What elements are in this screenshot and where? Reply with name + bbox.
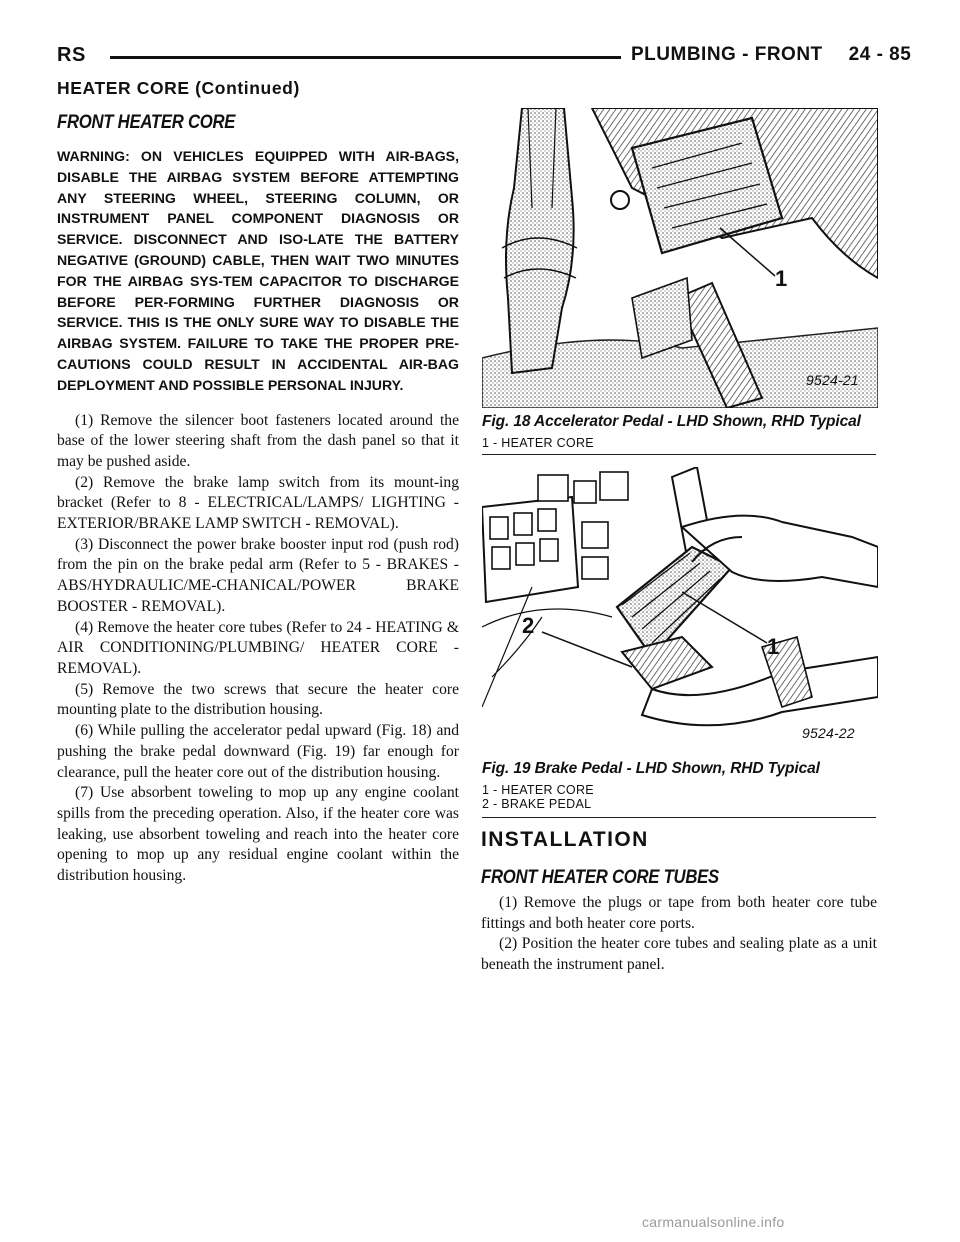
removal-step-3: (3) Disconnect the power brake booster input rod (push rod) from the pin on the brake pedal arm (Refer to 5 - BRAKES - ABS/HYDRAULIC/ME-CHANICAL/POWER BRAKE BOOSTER - REMOVAL). (57, 535, 459, 615)
section-heading: FRONT HEATER CORE (57, 112, 236, 133)
accelerator-pedal-drawing (482, 108, 878, 408)
left-column (57, 112, 459, 887)
figure-18-art-number: 9524-21 (806, 372, 859, 388)
page-number: 24 - 85 (848, 44, 912, 65)
figure-19-legend-item-2: 2 - BRAKE PEDAL (482, 797, 592, 811)
removal-step-5: (5) Remove the two screws that secure the heater core mounting plate to the distribution housing. (57, 680, 459, 719)
header-section-title: PLUMBING - FRONT (631, 44, 823, 65)
figure-18-legend (482, 436, 594, 450)
figure-19-art-number: 9524-22 (802, 725, 855, 741)
removal-step-7: (7) Use absorbent toweling to mop up any engine coolant spills from the preceding operation. Also, if the heater core was leaking, use absorbent toweling and reach into the heater core opening to mop up any residual engine coolant within the distribution housing. (57, 784, 459, 885)
figure-18-caption: Fig. 18 Accelerator Pedal - LHD Shown, RHD Typical (482, 413, 861, 430)
figure-18-callout-1: 1 (775, 266, 788, 291)
figure-19-illustration (482, 467, 878, 749)
airbag-warning: WARNING: ON VEHICLES EQUIPPED WITH AIR-BAGS, DISABLE THE AIRBAG SYSTEM BEFORE ATTEMPTING ANY STEERING WHEEL, STEERING COLUMN, OR INSTRUMENT PANEL COMPONENT DIAGNOSIS OR SERVICE. DISCONNECT AND ISO-LATE THE BATTERY NEGATIVE (GROUND) CABLE, THEN WAIT TWO MINUTES FOR THE AIRBAG SYS-TEM CAPACITOR TO DISCHARGE BEFORE PER-FORMING FURTHER DIAGNOSIS OR SERVICE. THIS IS THE ONLY SURE WAY TO DISABLE THE AIRBAG SYSTEM. FAILURE TO TAKE THE PROPER PRE-CAUTIONS COULD RESULT IN ACCIDENTAL AIR-BAG DEPLOYMENT AND POSSIBLE PERSONAL INJURY. (57, 148, 459, 393)
figure-18-illustration (482, 108, 878, 408)
figure-19-caption: Fig. 19 Brake Pedal - LHD Shown, RHD Typical (482, 760, 820, 777)
removal-step-4: (4) Remove the heater core tubes (Refer to 24 - HEATING & AIR CONDITIONING/PLUMBING/ HEATER CORE - REMOVAL). (57, 618, 459, 677)
removal-step-2: (2) Remove the brake lamp switch from its mount-ing bracket (Refer to 8 - ELECTRICAL/LAMPS/ LIGHTING - EXTERIOR/BRAKE LAMP SWITCH - REMOVAL). (57, 473, 459, 533)
removal-step-6: (6) While pulling the accelerator pedal upward (Fig. 18) and pushing the brake pedal downward (Fig. 19) far enough for clearance, pull the heater core out of the distribution housing. (57, 722, 459, 781)
figure-19-legend-item-1: 1 - HEATER CORE (482, 783, 594, 797)
continued-heading: HEATER CORE (Continued) (57, 78, 300, 98)
installation-subheading: FRONT HEATER CORE TUBES (481, 867, 719, 888)
installation-heading: INSTALLATION (481, 828, 649, 851)
figure-18-legend-item: 1 - HEATER CORE (482, 436, 594, 450)
brake-pedal-drawing (482, 467, 878, 749)
header-title (631, 44, 911, 66)
removal-step-1: (1) Remove the silencer boot fasteners located around the base of the lower steering shaft from the dash panel so that it may be pushed aside. (57, 411, 459, 470)
header-rule (110, 56, 621, 59)
header-model-code: RS (57, 44, 86, 66)
figure-19-callout-1: 1 (767, 634, 780, 659)
installation-step-2: (2) Position the heater core tubes and sealing plate as a unit beneath the instrument panel. (481, 935, 877, 974)
installation-step-1: (1) Remove the plugs or tape from both heater core tube fittings and both heater core ports. (481, 894, 877, 932)
figure-19-rule (482, 817, 876, 818)
figure-19-legend (482, 783, 594, 811)
figure-18-rule (482, 454, 876, 455)
watermark-text: carmanualsonline.info (642, 1214, 785, 1230)
figure-19-callout-2: 2 (522, 613, 535, 638)
installation-steps (481, 893, 877, 976)
